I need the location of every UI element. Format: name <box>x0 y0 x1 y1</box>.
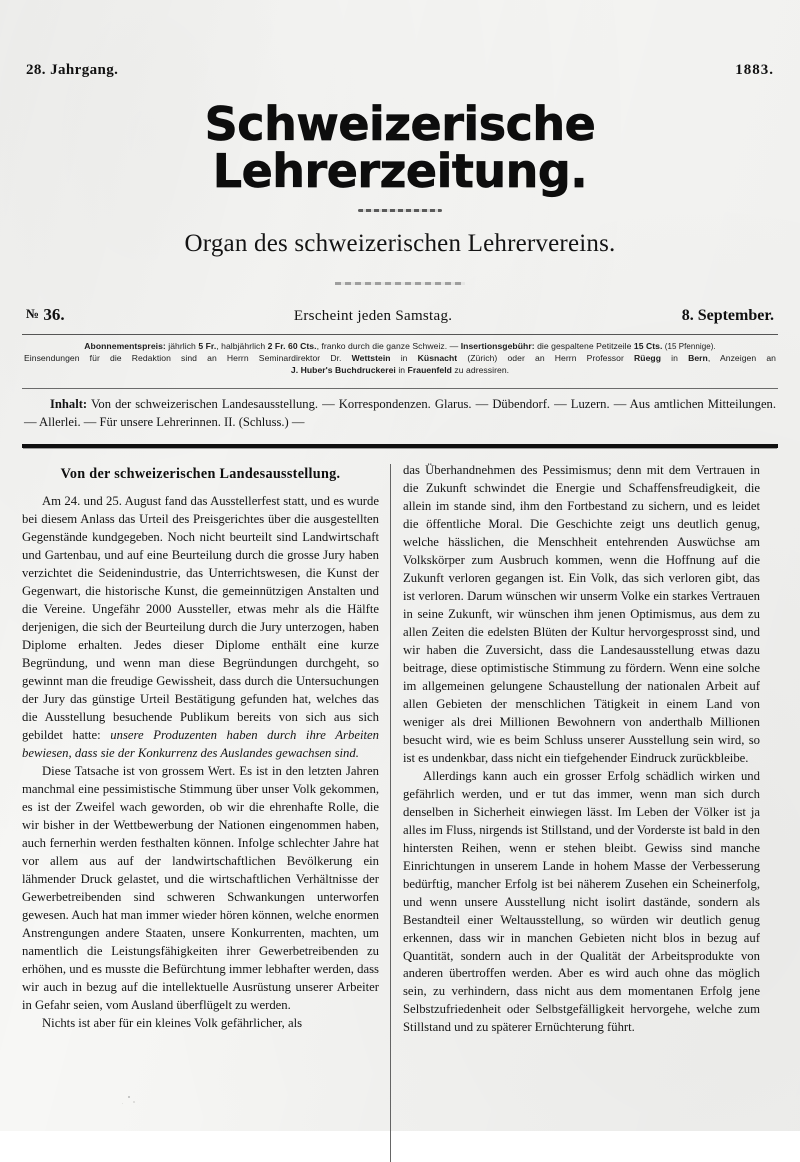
imprint-block <box>22 335 778 381</box>
imprint-text: die gespaltene Petitzeile <box>534 340 634 351</box>
imprint-text: jährlich <box>165 340 199 351</box>
issue-row <box>22 305 778 325</box>
printer-name: J. Huber's Buchdruckerei <box>290 365 396 376</box>
imprint-line-printer <box>24 364 776 376</box>
imprint-text: , franko durch die ganze Schweiz. — <box>316 340 461 351</box>
imprint-ad-price: 15 Cts. <box>633 340 663 351</box>
newspaper-title: Schweizerische Lehrerzeitung. <box>204 97 596 198</box>
article-body <box>22 462 778 1162</box>
imprint-text: (Zürich) oder an Herrn Professor <box>457 353 635 364</box>
imprint-text: in <box>390 353 418 364</box>
imprint-price-label: Abonnementspreis: <box>84 340 166 351</box>
rule-below-imprint <box>22 388 778 389</box>
column-divider <box>390 464 391 1162</box>
scan-speck <box>122 1103 123 1104</box>
place-frauenfeld: Frauenfeld <box>407 365 452 376</box>
contents-block <box>22 389 778 437</box>
imprint-text: , halbjährlich <box>216 340 268 351</box>
rule-thick-separator <box>22 444 778 448</box>
masthead-topline <box>22 0 778 79</box>
imprint-ad-label: Insertionsgebühr: <box>460 340 535 351</box>
newspaper-subtitle: Organ des schweizerischen Lehrervereins. <box>184 229 616 257</box>
paragraph <box>22 493 379 763</box>
contents-text: Von der schweizerischen Landesausstellung. — Korrespondenzen. Glarus. — Dübendorf. — Luzern. — Aus amtlichen Mitteilungen. — Allerlei. — Für unsere Lehrerinnen. II. (Schluss.) — <box>24 396 776 430</box>
paragraph-text: Am 24. und 25. August fand das Ausstellerfest statt, und es wurde bei diesem Anlass das Urteil des Preisgerichtes über die ausgestellten Gegenstände kundgegeben. Noch nicht beurteilt sind Landwirtschaft und Gartenbau, und auf eine Beurteilung durch die grosse Jury haben verzichtet die Seidenindustrie, das Unterrichtswesen, die Kunst der Gegenwart, die historische Kunst, die gemeinnützigen Anstalten und die Vereine. Ungefähr 2000 Aussteller, etwas mehr als die Hälfte derjenigen, die sich der Beurteilung durch die Jury unterzogen, haben Diplome erhalten. Jedes dieser Diplome enthält eine kurze Begründung, und wenn man diese Begründungen durchgeht, so gewinnt man die freudige Gewissheit, dass durch die Untersuchungen der Jury das günstige Urteil Bestätigung gefunden hat, welches das die Ausstellung besuchende Publikum bereits von sich aus sich gebildet hatte: <box>22 494 379 743</box>
scan-speck <box>133 1101 135 1103</box>
issue-number <box>22 305 65 325</box>
scan-speck <box>128 1096 130 1098</box>
volume-label: 28. Jahrgang. <box>26 62 119 78</box>
paragraph: das Überhandnehmen des Pessimismus; denn mit dem Vertrauen in die Zukunft schwindet die Energie und Schaffensfreudigkeit, die allein im stande sind, ihm den Fortbestand zu sichern, und es leidet die öffentliche Moral. Die Geschichte zeigt uns deutlich genug, welche hässlichen, die Menschheit entehrenden Auswüchse am Volkskörper zum Ausbruch kommen, wenn die Hoffnung auf die Zukunft verloren gegangen ist. Ein Volk, das sich verloren gibt, das ist verloren. Darum wünschen wir unserm Volke ein starkes Vertrauen in seine Zukunft, wir wünschen ihm jenen Optimismus, aus dem zu allen Zeiten die edelsten Blüten der Kultur hervorgesprosst sind, und wir haben die Zuversicht, dass die Landesausstellung etwas dazu beitrage, diese optimistische Stimmung zu fördern. Wenn eine solche im allgemeinen gelungene Schaustellung der nationalen Arbeit auf allen Gebieten der menschlichen Tätigkeit in einem Land von weniger als drei Millionen Bewohnern von anderthalb Millionen besucht wird, wie es beim Schluss unserer Ausstellung sein wird, so ist es undenkbar, dass nicht ein tiefgehender Eindruck zurückbleibe. <box>403 463 760 765</box>
imprint-text: zu adressiren. <box>451 365 510 376</box>
article-title: Von der schweizerischen Landesausstellung. <box>60 466 341 483</box>
page-inner <box>22 0 778 1131</box>
year-label: 1883. <box>735 62 774 78</box>
place-kuesnacht: Küsnacht <box>417 353 458 364</box>
paragraph-emphasis: unsere Produzenten haben durch ihre Arbeiten bewiesen, dass sie der Konkurrenz des Auslandes gewachsen sind. <box>22 728 379 761</box>
publication-frequency: Erscheint jeden Samstag. <box>293 307 453 324</box>
imprint-line-price <box>24 340 776 352</box>
issue-number-value: 36. <box>43 304 65 324</box>
issue-date: 8. September. <box>681 306 774 324</box>
imprint-text: Einsendungen für die Redaktion sind an Herrn Seminardirektor Dr. <box>24 353 352 364</box>
imprint-text: in <box>661 353 689 364</box>
imprint-price-year: 5 Fr. <box>198 340 217 351</box>
paragraph: Allerdings kann auch ein grosser Erfolg schädlich wirken und gefährlich werden, und er tut das immer, wenn man sich durch denselben in Sicherheit einwiegen lässt. Im Leben der Völker ist ja alles im Fluss, nirgends ist Stillstand, und der Vorderste ist bald in den hintersten Reihen, wenn er stehen bleibt. Gewiss sind manche Einrichtungen in unserem Lande in hohem Masse der Verbesserung bedürftig, mancher Erfolg ist bei näherem Zusehen ein Scheinerfolg, und wenn unsere Ausstellung nicht isolirt dastände, sondern als Bestandteil einer Weltausstellung, so würden wir deutlich genug erkennen, dass wir in manchen Gebieten nicht blos in bezug auf Quantität, sondern auch in der Qualität der Arbeitsprodukte von anderen übertroffen werden. Aber es wird auch ohne das möglich sein, zu verhindern, dass nicht aus dem momentanen Erfolg jene Selbstzufriedenheit oder Selbstgefälligkeit hervorgehe, welche zum Stillstand und zu späterer Ernüchterung führt. <box>403 768 760 1035</box>
ornament-rule-top <box>358 209 442 212</box>
imprint-text: , Anzeigen an <box>707 353 776 364</box>
column-right <box>391 462 760 1162</box>
place-bern: Bern <box>688 353 708 364</box>
rule-above-imprint <box>22 334 778 335</box>
paragraph: Nichts ist aber für ein kleines Volk gefährlicher, als <box>42 1015 303 1030</box>
imprint-text: in <box>395 365 408 376</box>
numero-sign-icon: № <box>26 305 40 321</box>
imprint-price-half: 2 Fr. 60 Cts. <box>267 340 317 351</box>
imprint-line-editorial <box>24 352 776 364</box>
editor-name-wettstein: Wettstein <box>351 353 391 364</box>
contents-label: Inhalt: <box>50 396 88 411</box>
imprint-text: (15 Pfennige). <box>662 341 716 351</box>
editor-name-ruegg: Rüegg <box>634 353 662 364</box>
column-left <box>22 462 390 1162</box>
ornament-rule-mid <box>335 282 465 285</box>
paragraph: Diese Tatsache ist von grossem Wert. Es ist in den letzten Jahren manchmal eine pessimistische Stimmung über unser Volk gekommen, es ist der Zweifel wach geworden, ob wir die ehrenhafte Rolle, die wir bisher in der Wettbewerbung der Nationen eingenommen haben, auch fernerhin werden festhalten können. Infolge schlechter Jahre hat vor allem aus auf der landwirtschaftlichen Bevölkerung ein lähmender Druck gelastet, und die wirtschaftlichen Verhältnisse der Gewerbetreibenden sind schweren Schwankungen unterworfen gewesen. Auch hat man immer wieder hören können, welche enormen Anstrengungen andere Staaten, unsere Konkurrenten, machten, um namentlich die Leistungsfähigkeiten ihrer Gewerbetreibenden zu erhöhen, und es musste die Befürchtung immer lebhafter werden, dass wir auch in bezug auf die intellektuelle Ausrüstung unserer Arbeiter in Gefahr seien, vom Ausland überflügelt zu werden. <box>22 763 379 1012</box>
